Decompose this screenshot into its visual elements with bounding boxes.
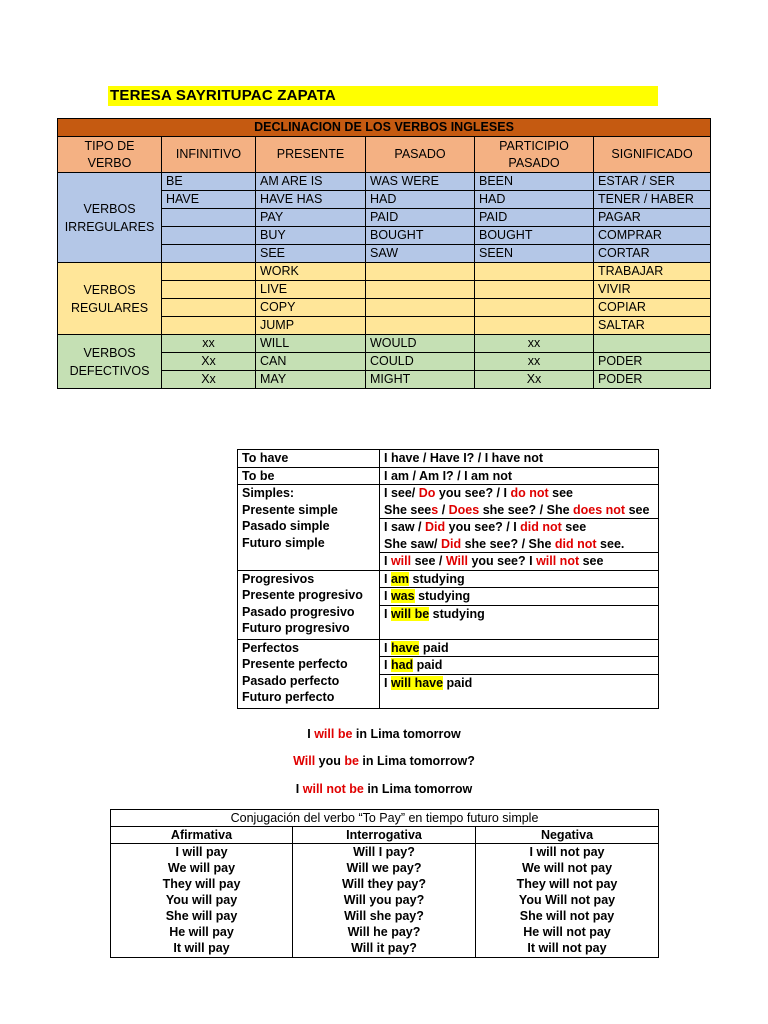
label-to-be: To be xyxy=(238,467,380,485)
cell: VIVIR xyxy=(594,281,711,299)
list-item: Will it pay? xyxy=(351,941,417,955)
cell: BE xyxy=(162,173,256,191)
cell: BUY xyxy=(256,227,366,245)
table-row xyxy=(238,639,659,657)
label-pasado-progresivo: Pasado progresivo xyxy=(242,604,355,619)
list-item: Will I pay? xyxy=(353,845,415,859)
cell xyxy=(366,263,475,281)
cell xyxy=(475,263,594,281)
list-item: She will pay xyxy=(165,909,238,923)
present-perfect-example: I have paid xyxy=(380,639,659,657)
label-futuro-progresivo: Futuro progresivo xyxy=(242,621,350,635)
future-example-negative: I will not be in Lima tomorrow xyxy=(295,782,473,796)
list-item: He will pay xyxy=(169,925,234,939)
cell: WILL xyxy=(256,335,366,353)
to-be-forms: I am / Am I? / I am not xyxy=(380,467,659,485)
cell: ESTAR / SER xyxy=(594,173,711,191)
cell: SEEN xyxy=(475,245,594,263)
cell: BOUGHT xyxy=(475,227,594,245)
label-progresivos: Progresivos xyxy=(242,571,315,586)
cell xyxy=(162,227,256,245)
cell xyxy=(162,317,256,335)
cell xyxy=(162,209,256,227)
table-row xyxy=(238,570,659,588)
col-header-presente: PRESENTE xyxy=(256,137,366,173)
list-item: We will pay xyxy=(167,861,236,875)
cell xyxy=(162,245,256,263)
verb-declension-table xyxy=(57,118,711,389)
cell xyxy=(162,281,256,299)
cell: xx xyxy=(475,353,594,371)
list-item: You Will not pay xyxy=(518,893,616,907)
list-item: I will pay xyxy=(175,845,228,859)
negativa-list xyxy=(476,844,659,958)
table-row xyxy=(238,450,659,468)
cell: COULD xyxy=(366,353,475,371)
progresivos-labels xyxy=(238,570,380,639)
label-simples: Simples: xyxy=(242,486,295,500)
cell: CORTAR xyxy=(594,245,711,263)
author-name: TERESA SAYRITUPAC ZAPATA xyxy=(110,87,336,104)
cell xyxy=(475,281,594,299)
label-presente-progresivo: Presente progresivo xyxy=(242,588,363,602)
list-item: It will not pay xyxy=(527,941,607,955)
cell: PODER xyxy=(594,371,711,389)
cell: SALTAR xyxy=(594,317,711,335)
label-futuro-perfecto: Futuro perfecto xyxy=(242,690,335,704)
future-perfect-example: I will have paid xyxy=(380,674,659,708)
table-row xyxy=(238,467,659,485)
cell: COPY xyxy=(256,299,366,317)
future-progressive-example: I will be studying xyxy=(380,605,659,639)
cell: HAVE xyxy=(162,191,256,209)
cell: WOULD xyxy=(366,335,475,353)
cell: PAGAR xyxy=(594,209,711,227)
perfectos-labels xyxy=(238,639,380,708)
table-row xyxy=(58,173,711,191)
table-row xyxy=(238,485,659,519)
cell: CAN xyxy=(256,353,366,371)
list-item: It will pay xyxy=(173,941,230,955)
cell: SAW xyxy=(366,245,475,263)
label-presente-perfecto: Presente perfecto xyxy=(242,657,348,671)
cell xyxy=(162,299,256,317)
col-header-participio: PARTICIPIO PASADO xyxy=(475,137,594,173)
list-item: Will you pay? xyxy=(343,893,425,907)
cell: HAVE HAS xyxy=(256,191,366,209)
list-item: Will we pay? xyxy=(346,861,422,875)
cell: WORK xyxy=(256,263,366,281)
present-simple-examples: I see/ Do you see? / I do not see She sees / Does she see? / She does not see xyxy=(380,485,659,519)
cell: COMPRAR xyxy=(594,227,711,245)
to-have-forms: I have / Have I? / I have not xyxy=(380,450,659,468)
col-header-infinitivo: INFINITIVO xyxy=(162,137,256,173)
cell: PAID xyxy=(475,209,594,227)
cell: MIGHT xyxy=(366,371,475,389)
cell xyxy=(366,317,475,335)
col-header-tipo: TIPO DE VERBO xyxy=(58,137,162,173)
label-presente-simple: Presente simple xyxy=(242,502,338,517)
cell: TRABAJAR xyxy=(594,263,711,281)
list-item: Will he pay? xyxy=(347,925,421,939)
cell xyxy=(366,281,475,299)
past-progressive-example: I was studying xyxy=(380,588,659,606)
cell: HAD xyxy=(475,191,594,209)
tense-table xyxy=(237,449,659,709)
interrogativa-list xyxy=(293,844,476,958)
cell: LIVE xyxy=(256,281,366,299)
label-to-have: To have xyxy=(238,450,380,468)
list-item: He will not pay xyxy=(523,925,611,939)
cell: Xx xyxy=(162,353,256,371)
cell: AM ARE IS xyxy=(256,173,366,191)
cell: BEEN xyxy=(475,173,594,191)
list-item: We will not pay xyxy=(521,861,613,875)
cell: xx xyxy=(475,335,594,353)
col-header-pasado: PASADO xyxy=(366,137,475,173)
list-item: They will pay xyxy=(162,877,241,891)
list-item: Will she pay? xyxy=(344,909,424,923)
label-pasado-simple: Pasado simple xyxy=(242,519,330,533)
label-pasado-perfecto: Pasado perfecto xyxy=(242,673,340,688)
cell: SEE xyxy=(256,245,366,263)
list-item: She will not pay xyxy=(519,909,615,923)
cell: xx xyxy=(162,335,256,353)
past-simple-examples: I saw / Did you see? / I did not see She saw/ Did she see? / She did not see. xyxy=(380,519,659,553)
group-label-irregulares: VERBOS IRREGULARES xyxy=(58,173,162,263)
future-simple-examples: I will see / Will you see? I will not see xyxy=(380,553,659,571)
conjugation-table xyxy=(110,809,659,958)
afirmativa-list xyxy=(111,844,293,958)
cell: TENER / HABER xyxy=(594,191,711,209)
cell xyxy=(162,263,256,281)
list-item: Will they pay? xyxy=(342,877,426,891)
author-banner xyxy=(108,86,658,106)
cell xyxy=(475,299,594,317)
group-label-defectivos: VERBOS DEFECTIVOS xyxy=(58,335,162,389)
col-header-afirmativa: Afirmativa xyxy=(111,827,293,844)
cell: PAY xyxy=(256,209,366,227)
cell: PODER xyxy=(594,353,711,371)
cell: BOUGHT xyxy=(366,227,475,245)
cell: MAY xyxy=(256,371,366,389)
present-progressive-example: I am studying xyxy=(380,570,659,588)
simples-labels xyxy=(238,485,380,571)
cell: JUMP xyxy=(256,317,366,335)
future-example-affirmative: I will be in Lima tomorrow xyxy=(307,727,461,741)
col-header-negativa: Negativa xyxy=(476,827,659,844)
col-header-significado: SIGNIFICADO xyxy=(594,137,711,173)
cell: HAD xyxy=(366,191,475,209)
list-item: I will not pay xyxy=(529,845,605,859)
group-label-regulares: VERBOS REGULARES xyxy=(58,263,162,335)
table-row xyxy=(58,335,711,353)
cell: PAID xyxy=(366,209,475,227)
cell: Xx xyxy=(162,371,256,389)
cell: WAS WERE xyxy=(366,173,475,191)
table-row xyxy=(58,263,711,281)
col-header-interrogativa: Interrogativa xyxy=(293,827,476,844)
cell: Xx xyxy=(475,371,594,389)
past-perfect-example: I had paid xyxy=(380,657,659,675)
label-perfectos: Perfectos xyxy=(242,640,299,655)
label-futuro-simple: Futuro simple xyxy=(242,535,325,550)
cell xyxy=(475,317,594,335)
list-item: You will pay xyxy=(165,893,238,907)
future-example-question: Will you be in Lima tomorrow? xyxy=(293,754,475,768)
verb-table-title: DECLINACION DE LOS VERBOS INGLESES xyxy=(58,119,711,137)
conjugation-title: Conjugación del verbo “To Pay” en tiempo futuro simple xyxy=(111,810,659,827)
list-item: They will not pay xyxy=(516,877,618,891)
cell: COPIAR xyxy=(594,299,711,317)
cell xyxy=(594,335,711,353)
cell xyxy=(366,299,475,317)
